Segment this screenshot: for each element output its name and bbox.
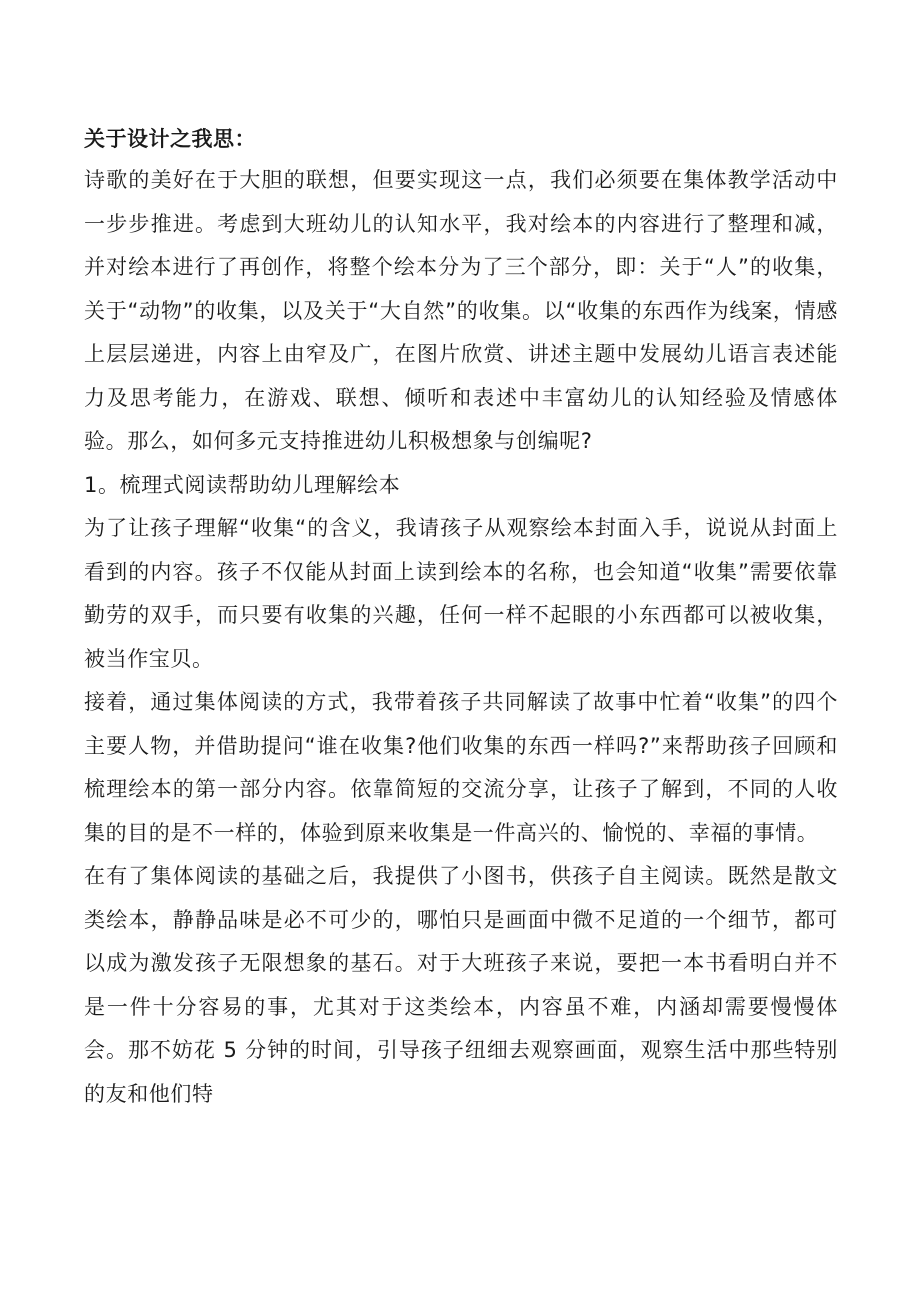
section-title: 1。梳理式阅读帮助幼儿理解绘本	[84, 472, 401, 497]
body-paragraph: 接着，通过集体阅读的方式，我带着孩子共同解读了故事中忙着“收集”的四个主要人物，并借助提问“谁在收集?他们收集的东西一样吗?”来帮助孩子回顾和梳理绘本的第一部分内容。依靠简短的交流分享，让孩子了解到，不同的人收集的目的是不一样的，体验到原来收集是一件高兴的、愉悦的、幸福的事情。	[84, 690, 838, 845]
body-paragraph: 为了让孩子理解“收集“的含义，我请孩子从观察绘本封面入手，说说从封面上看到的内容。孩子不仅能从封面上读到绘本的名称，也会知道“收集”需要依靠勤劳的双手，而只要有收集的兴趣，任何一样不起眼的小东西都可以被收集，被当作宝贝。	[84, 516, 838, 671]
document-heading: 关于设计之我思：	[84, 127, 256, 151]
body-paragraph: 在有了集体阅读的基础之后，我提供了小图书，供孩子自主阅读。既然是散文类绘本，静静品味是必不可少的，哪怕只是画面中微不足道的一个细节，都可以成为激发孩子无限想象的基石。对于大班孩子来说，要把一本书看明白并不是一件十分容易的事，尤其对于这类绘本，内容虽不难，内涵却需要慢慢体会。那不妨花 5 分钟的时间，引导孩子纽细去观察画面，观察生活中那些特别的友和他们特	[84, 864, 838, 1106]
document-page	[84, 119, 838, 1116]
intro-paragraph: 诗歌的美好在于大胆的联想，但要实现这一点，我们必须要在集体教学活动中一步步推进。考虑到大班幼儿的认知水平，我对绘本的内容进行了整理和减，并对绘本进行了再创作，将整个绘本分为了三个部分，即：关于“人”的收集，关于“动物”的收集，以及关于“大自然”的收集。以“收集的东西作为线案，情感上层层递进，内容上由窄及广，在图片欣赏、讲述主题中发展幼儿语言表述能力及思考能力，在游戏、联想、倾听和表述中丰富幼儿的认知经验及情感体验。那么，如何多元支持推进幼儿积极想象与创编呢?	[84, 168, 838, 453]
